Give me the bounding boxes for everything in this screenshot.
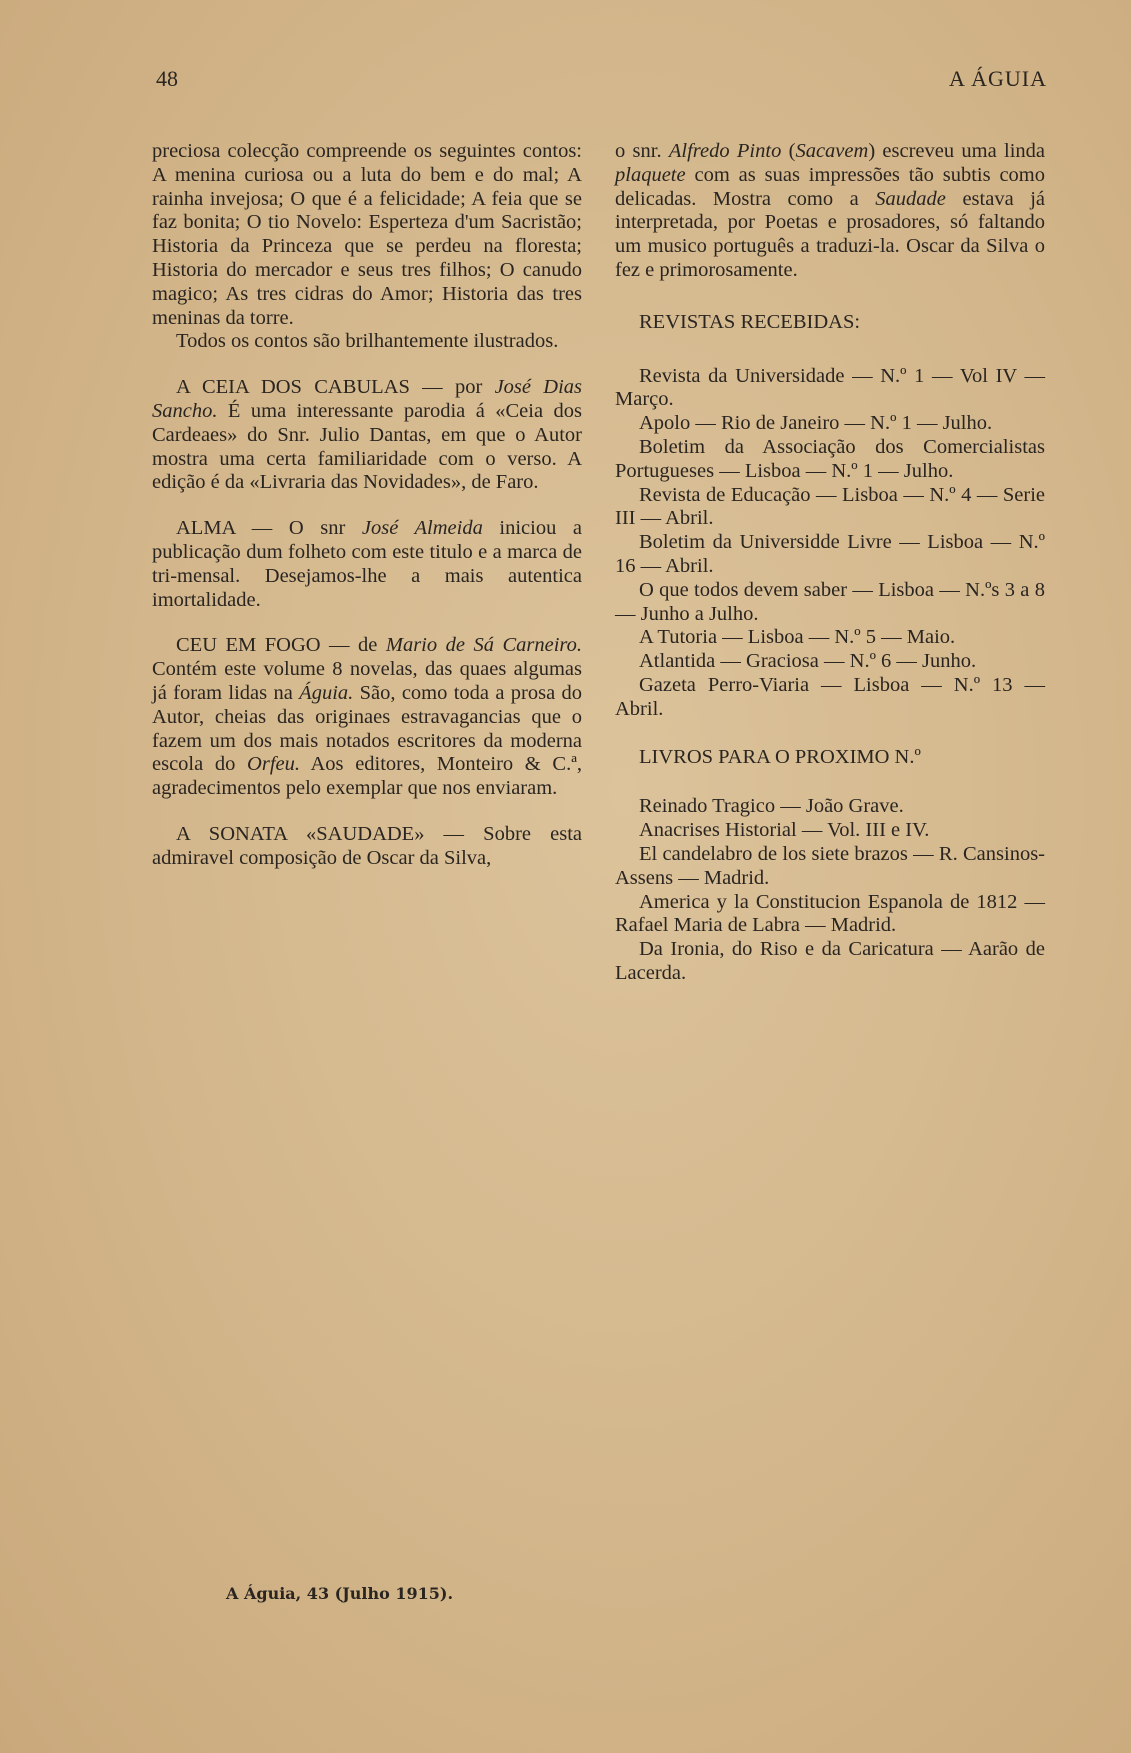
footer-citation: A Águia, 43 (Julho 1915). <box>226 1584 454 1603</box>
list-item: Boletim da Universidde Livre — Lisboa — N.º 16 — Abril. <box>615 531 1045 577</box>
list-item: A Tutoria — Lisboa — N.º 5 — Maio. <box>639 626 956 649</box>
list-item: Gazeta Perro-Viaria — Lisboa — N.º 13 — Abril. <box>615 673 1045 720</box>
revistas-heading: REVISTAS RECEBIDAS: <box>639 310 861 333</box>
list-item: Reinado Tragico — João Grave. <box>639 795 904 818</box>
list-item: Apolo — Rio de Janeiro — N.º 1 — Julho. <box>639 412 993 435</box>
list-item: El candelabro de los siete brazos — R. Cansinos-Assens — Madrid. <box>615 842 1045 889</box>
paragraph-sonata-cont: o snr. Alfredo Pinto (Sacavem) escreveu uma linda plaquete com as suas impressões tão subtis como delicadas. Mostra como a Saudade estava já interpretada, por Poetas e prosadores, só faltando um musico português a traduzi-la. Oscar da Silva o fez e primorosamente. <box>615 140 1046 281</box>
running-title: A ÁGUIA <box>948 66 1047 91</box>
list-item: Boletim da Associação dos Comercialistas Portugueses — Lisboa — N.º 1 — Julho. <box>615 435 1045 482</box>
paragraph-contos: preciosa colecção compreende os seguintes contos: A menina curiosa ou a luta do bem e do mal; A rainha invejosa; O que é a felicidade; A feia que se faz bonita; O tio Novelo: Esperteza d'um Sacristão; Historia da Princeza que se perdeu na floresta; Historia do mercador e seus tres filhos; O canudo magico; As tres cidras do Amor; Historia das tres meninas da torre. <box>152 140 582 329</box>
list-item: Revista da Universidade — N.º 1 — Vol IV — Março. <box>615 364 1045 411</box>
list-item: America y la Constitucion Espanola de 1812 — Rafael Maria de Labra — Madrid. <box>615 890 1045 937</box>
list-item: Revista de Educação — Lisboa — N.º 4 — Serie III — Abril. <box>615 483 1045 530</box>
livros-heading: LIVROS PARA O PROXIMO N.º <box>639 745 921 768</box>
list-item: Atlantida — Graciosa — N.º 6 — Junho. <box>639 650 977 673</box>
right-column <box>615 140 1045 986</box>
paragraph-ilustrados: Todos os contos são brilhantemente ilustrados. <box>176 330 559 353</box>
list-item: Anacrises Historial — Vol. III e IV. <box>639 819 930 842</box>
left-column <box>152 140 582 871</box>
list-item: Da Ironia, do Riso e da Caricatura — Aarão de Lacerda. <box>615 938 1045 984</box>
paragraph-ceia: A CEIA DOS CABULAS — por José Dias Sancho. É uma interessante parodia á «Ceia dos Cardeaes» do Snr. Julio Dantas, em que o Autor mostra uma certa familiaridade com o verso. A edição é da «Livraria das Novidades», de Faro. <box>152 376 583 494</box>
revistas-list <box>615 365 1045 722</box>
livros-list <box>615 795 1045 985</box>
paragraph-sonata: A SONATA «SAUDADE» — Sobre esta admiravel composição de Oscar da Silva, <box>152 822 582 869</box>
list-item: O que todos devem saber — Lisboa — N.ºs 3 a 8 — Junho a Julho. <box>615 578 1045 625</box>
paragraph-ceu-em-fogo: CEU EM FOGO — de Mario de Sá Carneiro. Contém este volume 8 novelas, das quaes algumas já foram lidas na Águia. São, como toda a prosa do Autor, cheias das originaes estravagancias que o fazem um dos mais notados escritores da moderna escola do Orfeu. Aos editores, Monteiro & C.ª, agradecimentos pelo exemplar que nos enviaram. <box>152 634 583 800</box>
paragraph-alma: ALMA — O snr José Almeida iniciou a publicação dum folheto com este titulo e a marca de tri-mensal. Desejamos-lhe a mais autentica imortalidade. <box>152 517 583 611</box>
page-number: 48 <box>156 66 178 91</box>
